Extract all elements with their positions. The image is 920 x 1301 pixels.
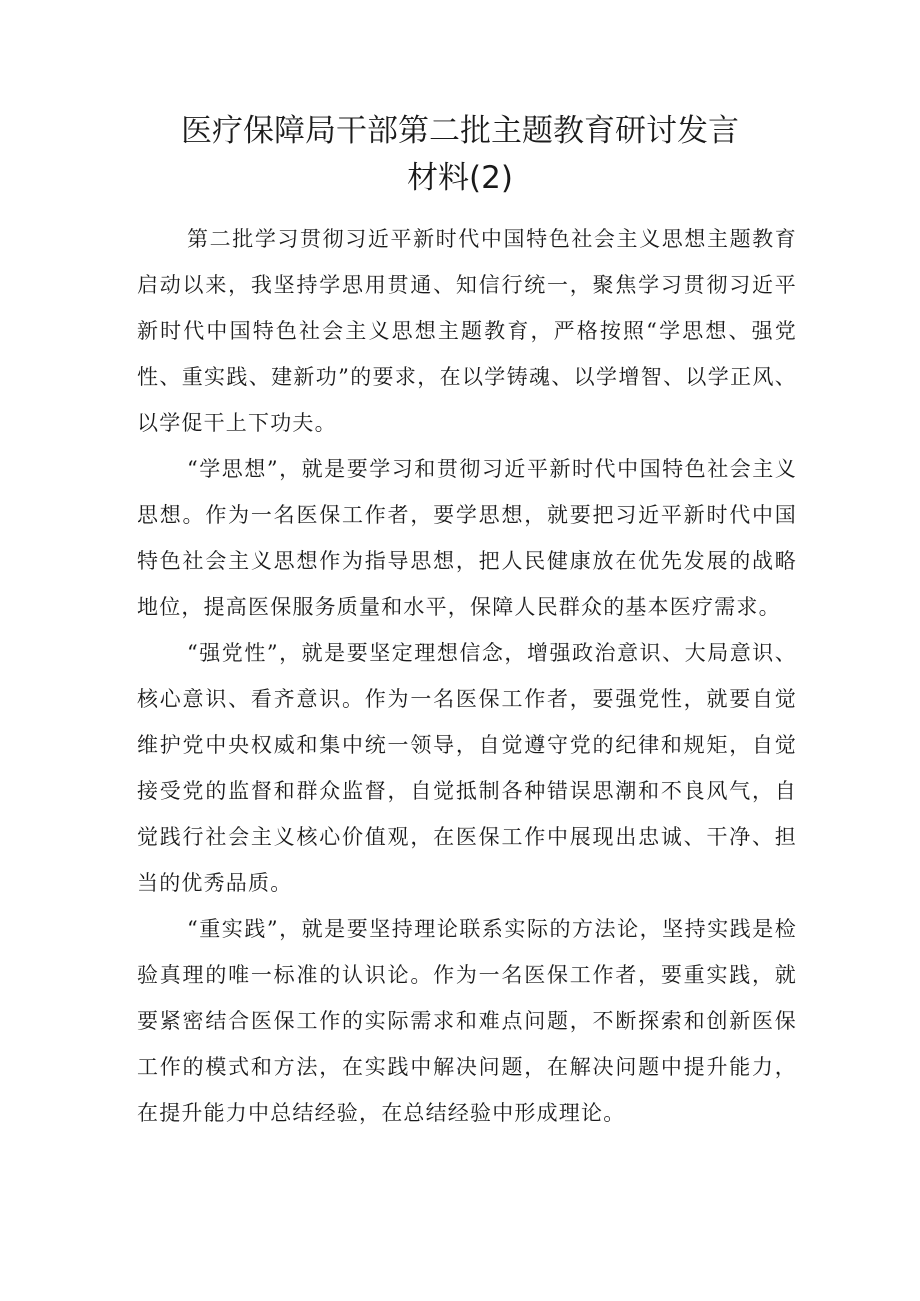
paragraph-emphasize-practice: “重实践”，就是要坚持理论联系实际的方法论，坚持实践是检验真理的唯一标准的认识论。作为一名医保工作者，要重实践，就要紧密结合医保工作的实际需求和难点问题，不断探索和创新医保工作的模式和方法，在实践中解决问题，在解决问题中提升能力，在提升能力中总结经验，在总结经验中形成理论。 (137, 917, 797, 1125)
document-title-line1: 医疗保障局干部第二批主题教育研讨发言 (181, 113, 739, 149)
paragraph-study-thought: “学思想”，就是要学习和贯彻习近平新时代中国特色社会主义思想。作为一名医保工作者，要学思想，就要把习近平新时代中国特色社会主义思想作为指导思想，把人民健康放在优先发展的战略地位，提高医保服务质量和水平，保障人民群众的基本医疗需求。 (137, 457, 797, 619)
document-title-line2: 材料(2) (407, 160, 513, 196)
document-body (137, 216, 797, 1136)
paragraph-intro: 第二批学习贯彻习近平新时代中国特色社会主义思想主题教育启动以来，我坚持学思用贯通、知信行统一，聚焦学习贯彻习近平新时代中国特色社会主义思想主题教育，严格按照“学思想、强党性、重实践、建新功”的要求，在以学铸魂、以学增智、以学正风、以学促干上下功夫。 (137, 227, 797, 435)
paragraph-strengthen-party: “强党性”，就是要坚定理想信念，增强政治意识、大局意识、核心意识、看齐意识。作为一名医保工作者，要强党性，就要自觉维护党中央权威和集中统一领导，自觉遵守党的纪律和规矩，自觉接受党的监督和群众监督，自觉抵制各种错误思潮和不良风气，自觉践行社会主义核心价值观，在医保工作中展现出忠诚、干净、担当的优秀品质。 (137, 641, 797, 895)
